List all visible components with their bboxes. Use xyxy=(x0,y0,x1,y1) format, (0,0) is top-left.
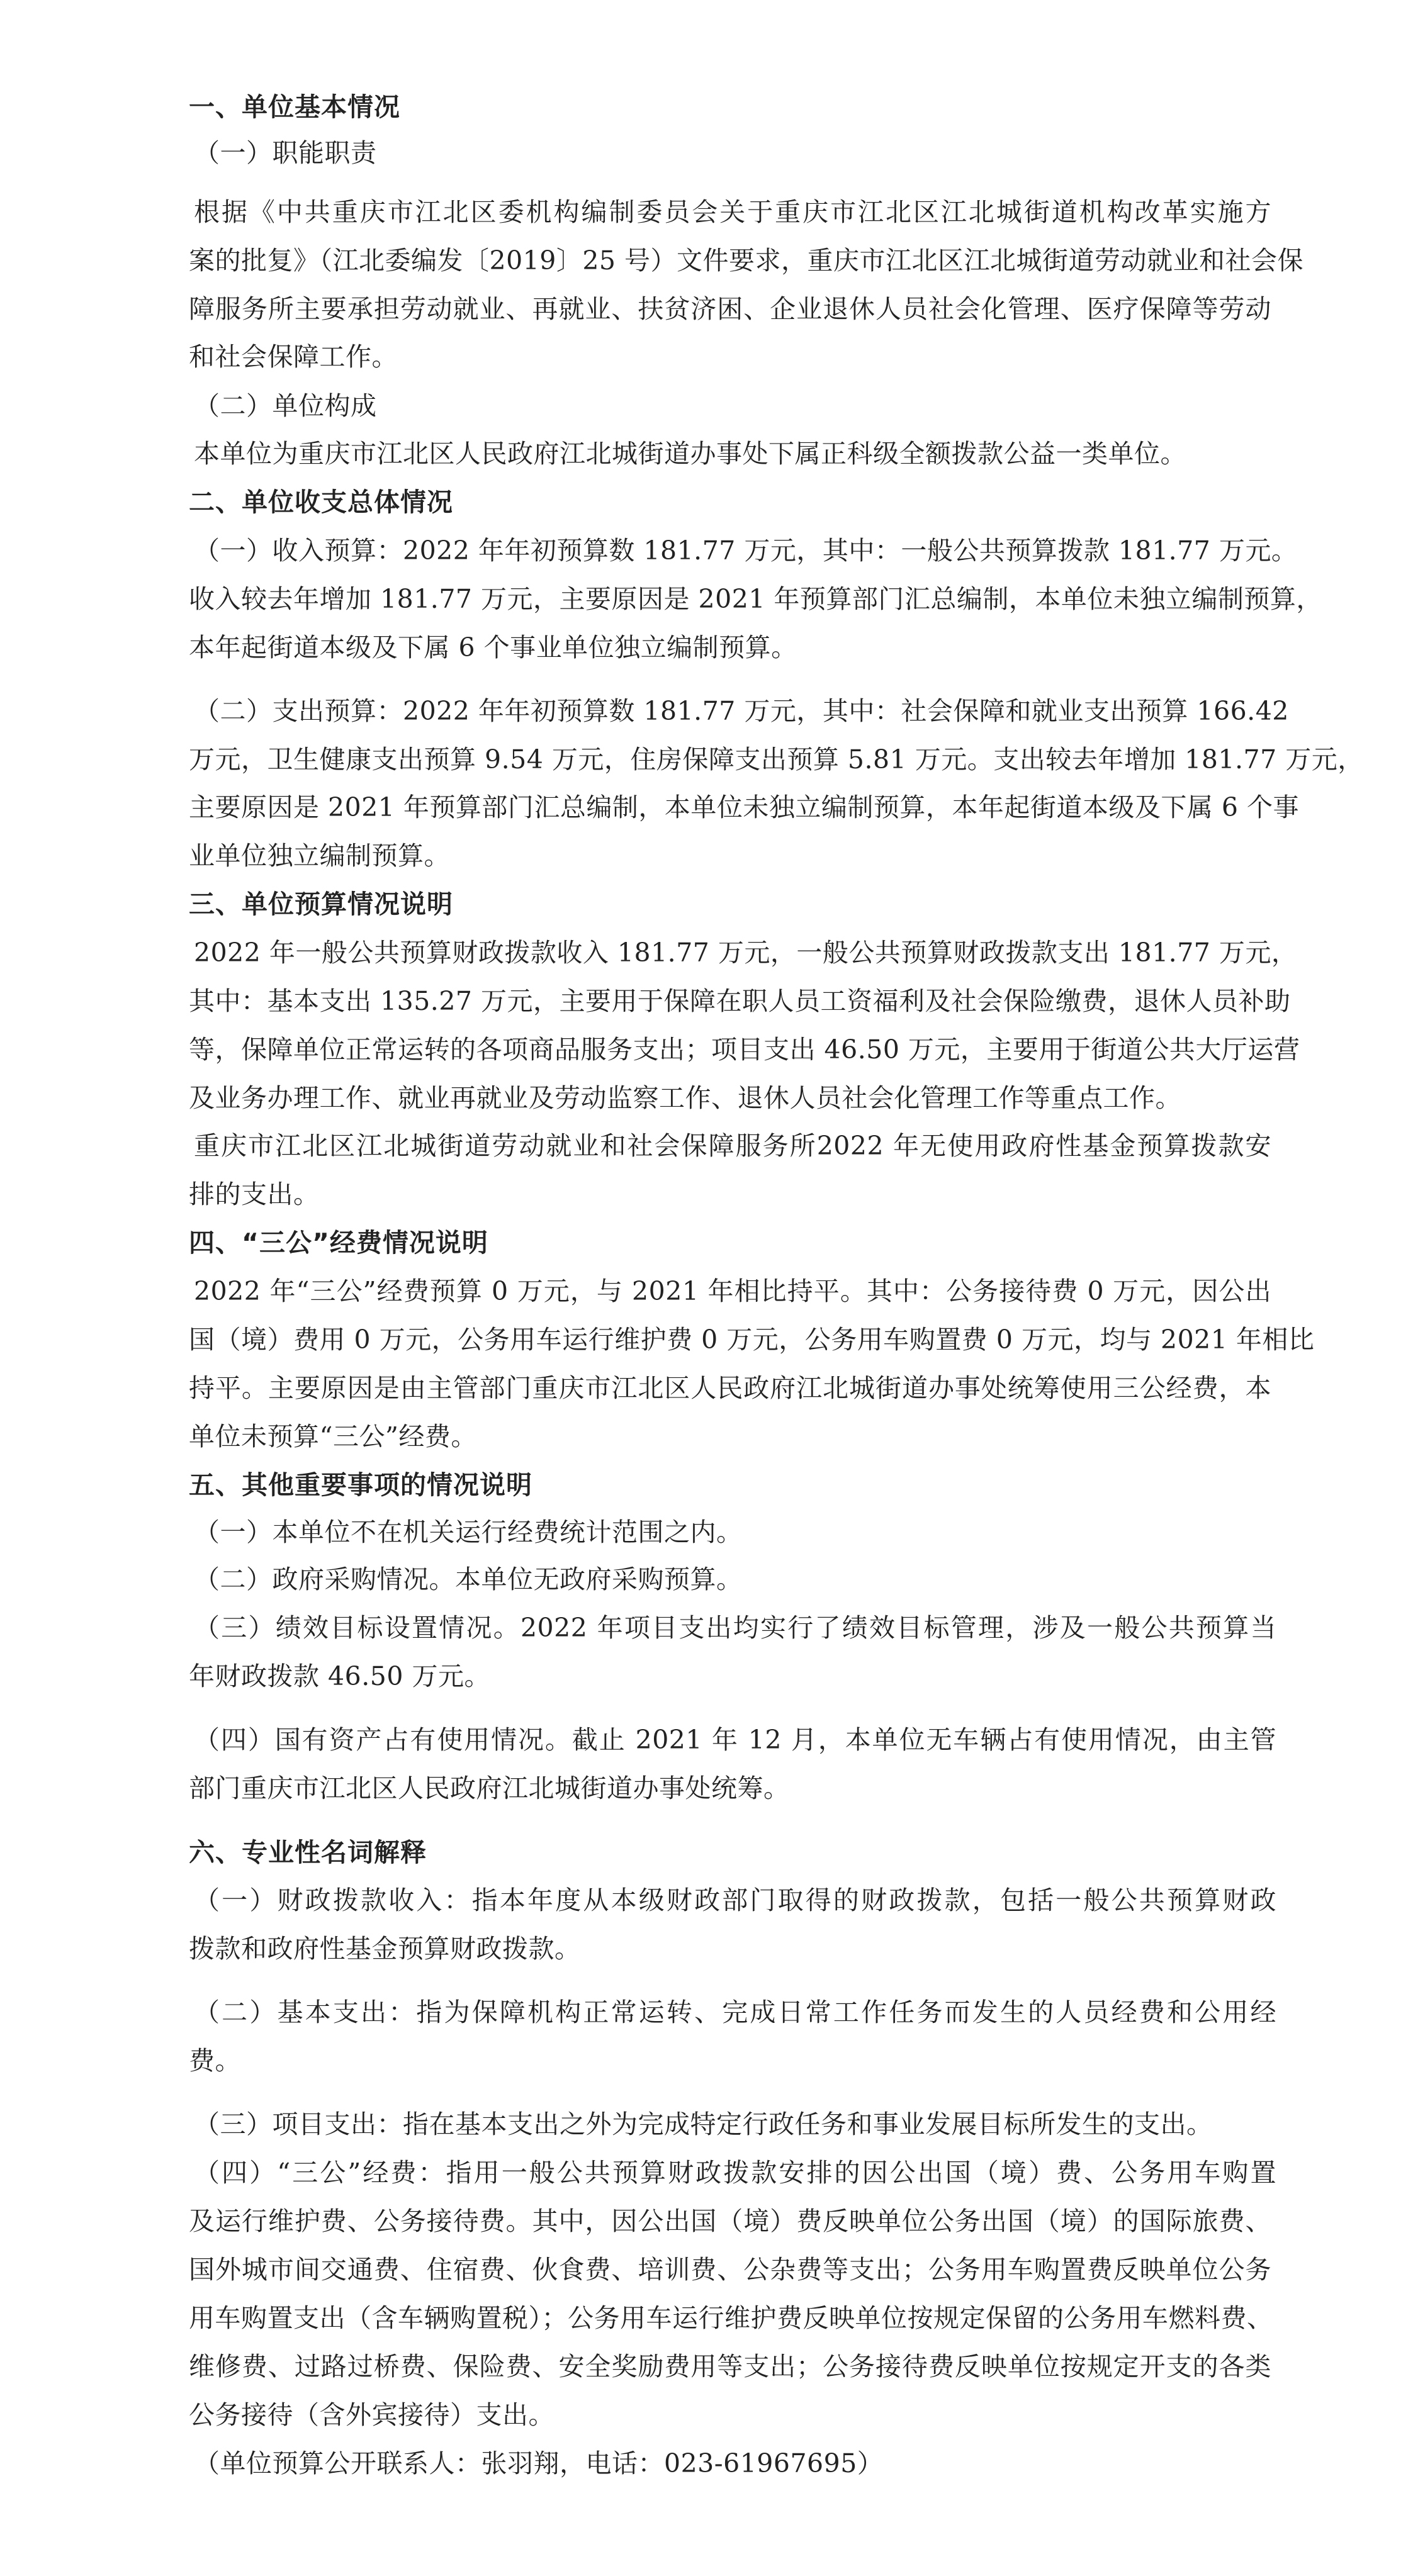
paragraph-line: 公务接待（含外宾接待）支出。 xyxy=(189,2400,555,2430)
paragraph-line: 用车购置支出（含车辆购置税）；公务用车运行维护费反映单位按规定保留的公务用车燃料费、 xyxy=(189,2303,1273,2333)
paragraph-line: （二）基本支出：指为保障机构正常运转、完成日常工作任务而发生的人员经费和公用经 xyxy=(194,1997,1276,2027)
contact-line: （单位预算公开联系人：张羽翔，电话：023-61967695） xyxy=(194,2448,884,2478)
paragraph-line: （四）“三公”经费：指用一般公共预算财政拨款安排的因公出国（境）费、公务用车购置 xyxy=(194,2158,1276,2188)
paragraph-line: 拨款和政府性基金预算财政拨款。 xyxy=(189,1934,581,1964)
section-heading-5: 五、其他重要事项的情况说明 xyxy=(189,1470,532,1500)
paragraph-line: 其中：基本支出 135.27 万元，主要用于保障在职人员工资福利及社会保险缴费，退休人员补助 xyxy=(189,986,1291,1016)
paragraph-line: 费。 xyxy=(189,2046,241,2076)
paragraph-line: （一）财政拨款收入：指本年度从本级财政部门取得的财政拨款，包括一般公共预算财政 xyxy=(194,1885,1276,1915)
subheading-duties: （一）职能职责 xyxy=(194,138,377,168)
paragraph-line: 单位未预算“三公”经费。 xyxy=(189,1421,477,1452)
paragraph-line: 收入较去年增加 181.77 万元，主要原因是 2021 年预算部门汇总编制，本单位未独立编制预算， xyxy=(189,584,1322,614)
paragraph-line: （三）绩效目标设置情况。2022 年项目支出均实行了绩效目标管理，涉及一般公共预算当 xyxy=(194,1613,1276,1643)
paragraph-line: 和社会保障工作。 xyxy=(189,342,398,372)
paragraph-line: （二）支出预算：2022 年年初预算数 181.77 万元，其中：社会保障和就业支出预算 166.42 xyxy=(194,696,1289,726)
paragraph-line: 年财政拨款 46.50 万元。 xyxy=(189,1661,490,1691)
paragraph-line: 持平。主要原因是由主管部门重庆市江北区人民政府江北城街道办事处统筹使用三公经费，本 xyxy=(189,1373,1271,1403)
paragraph-line: 本年起街道本级及下属 6 个事业单位独立编制预算。 xyxy=(189,632,797,663)
paragraph-line: 等，保障单位正常运转的各项商品服务支出；项目支出 46.50 万元，主要用于街道公共大厅运营 xyxy=(189,1034,1300,1065)
paragraph-line: 本单位为重庆市江北区人民政府江北城街道办事处下属正科级全额拨款公益一类单位。 xyxy=(194,439,1186,469)
section-heading-3: 三、单位预算情况说明 xyxy=(189,889,453,919)
paragraph-line: （三）项目支出：指在基本支出之外为完成特定行政任务和事业发展目标所发生的支出。 xyxy=(194,2109,1213,2139)
paragraph-line: 主要原因是 2021 年预算部门汇总编制，本单位未独立编制预算，本年起街道本级及下属 6 个事 xyxy=(189,792,1300,822)
section-heading-4: 四、“三公”经费情况说明 xyxy=(189,1228,488,1258)
paragraph-line: （一）收入预算：2022 年年初预算数 181.77 万元，其中：一般公共预算拨款 181.77 万元。 xyxy=(194,535,1298,566)
paragraph-line: 及业务办理工作、就业再就业及劳动监察工作、退休人员社会化管理工作等重点工作。 xyxy=(189,1083,1181,1113)
section-heading-2: 二、单位收支总体情况 xyxy=(189,487,453,517)
paragraph-line: 排的支出。 xyxy=(189,1179,320,1209)
paragraph-line: 2022 年一般公共预算财政拨款收入 181.77 万元，一般公共预算财政拨款支出 181.77 万元， xyxy=(194,938,1298,968)
paragraph-line: 业单位独立编制预算。 xyxy=(189,841,450,871)
paragraph-line: 2022 年“三公”经费预算 0 万元，与 2021 年相比持平。其中：公务接待费 0 万元，因公出 xyxy=(194,1276,1271,1306)
paragraph-line: 维修费、过路过桥费、保险费、安全奖励费用等支出；公务接待费反映单位按规定开支的各类 xyxy=(189,2351,1271,2382)
paragraph-line: 重庆市江北区江北城街道劳动就业和社会保障服务所2022 年无使用政府性基金预算拨款安 xyxy=(194,1131,1271,1161)
paragraph-line: 国外城市间交通费、住宿费、伙食费、培训费、公杂费等支出；公务用车购置费反映单位公务 xyxy=(189,2254,1271,2285)
paragraph-line: 及运行维护费、公务接待费。其中，因公出国（境）费反映单位公务出国（境）的国际旅费、 xyxy=(189,2206,1271,2236)
subheading-composition: （二）单位构成 xyxy=(194,391,377,421)
paragraph-line: 国（境）费用 0 万元，公务用车运行维护费 0 万元，公务用车购置费 0 万元，均与 2021 年相比 xyxy=(189,1324,1315,1355)
section-heading-1: 一、单位基本情况 xyxy=(189,92,400,122)
section-heading-6: 六、专业性名词解释 xyxy=(189,1837,427,1868)
paragraph-line: 障服务所主要承担劳动就业、再就业、扶贫济困、企业退休人员社会化管理、医疗保障等劳动 xyxy=(189,294,1271,324)
paragraph-line: 根据《中共重庆市江北区委机构编制委员会关于重庆市江北区江北城街道机构改革实施方 xyxy=(194,197,1271,227)
paragraph-line: （一）本单位不在机关运行经费统计范围之内。 xyxy=(194,1517,743,1547)
paragraph-line: 部门重庆市江北区人民政府江北城街道办事处统筹。 xyxy=(189,1773,790,1803)
paragraph-line: （四）国有资产占有使用情况。截止 2021 年 12 月，本单位无车辆占有使用情况，由主管 xyxy=(194,1725,1276,1755)
paragraph-line: 万元，卫生健康支出预算 9.54 万元，住房保障支出预算 5.81 万元。支出较去年增加 181.77 万元， xyxy=(189,744,1364,775)
paragraph-line: 案的批复》（江北委编发〔2019〕25 号）文件要求，重庆市江北区江北城街道劳动就业和社会保 xyxy=(189,245,1304,276)
paragraph-line: （二）政府采购情况。本单位无政府采购预算。 xyxy=(194,1564,743,1594)
